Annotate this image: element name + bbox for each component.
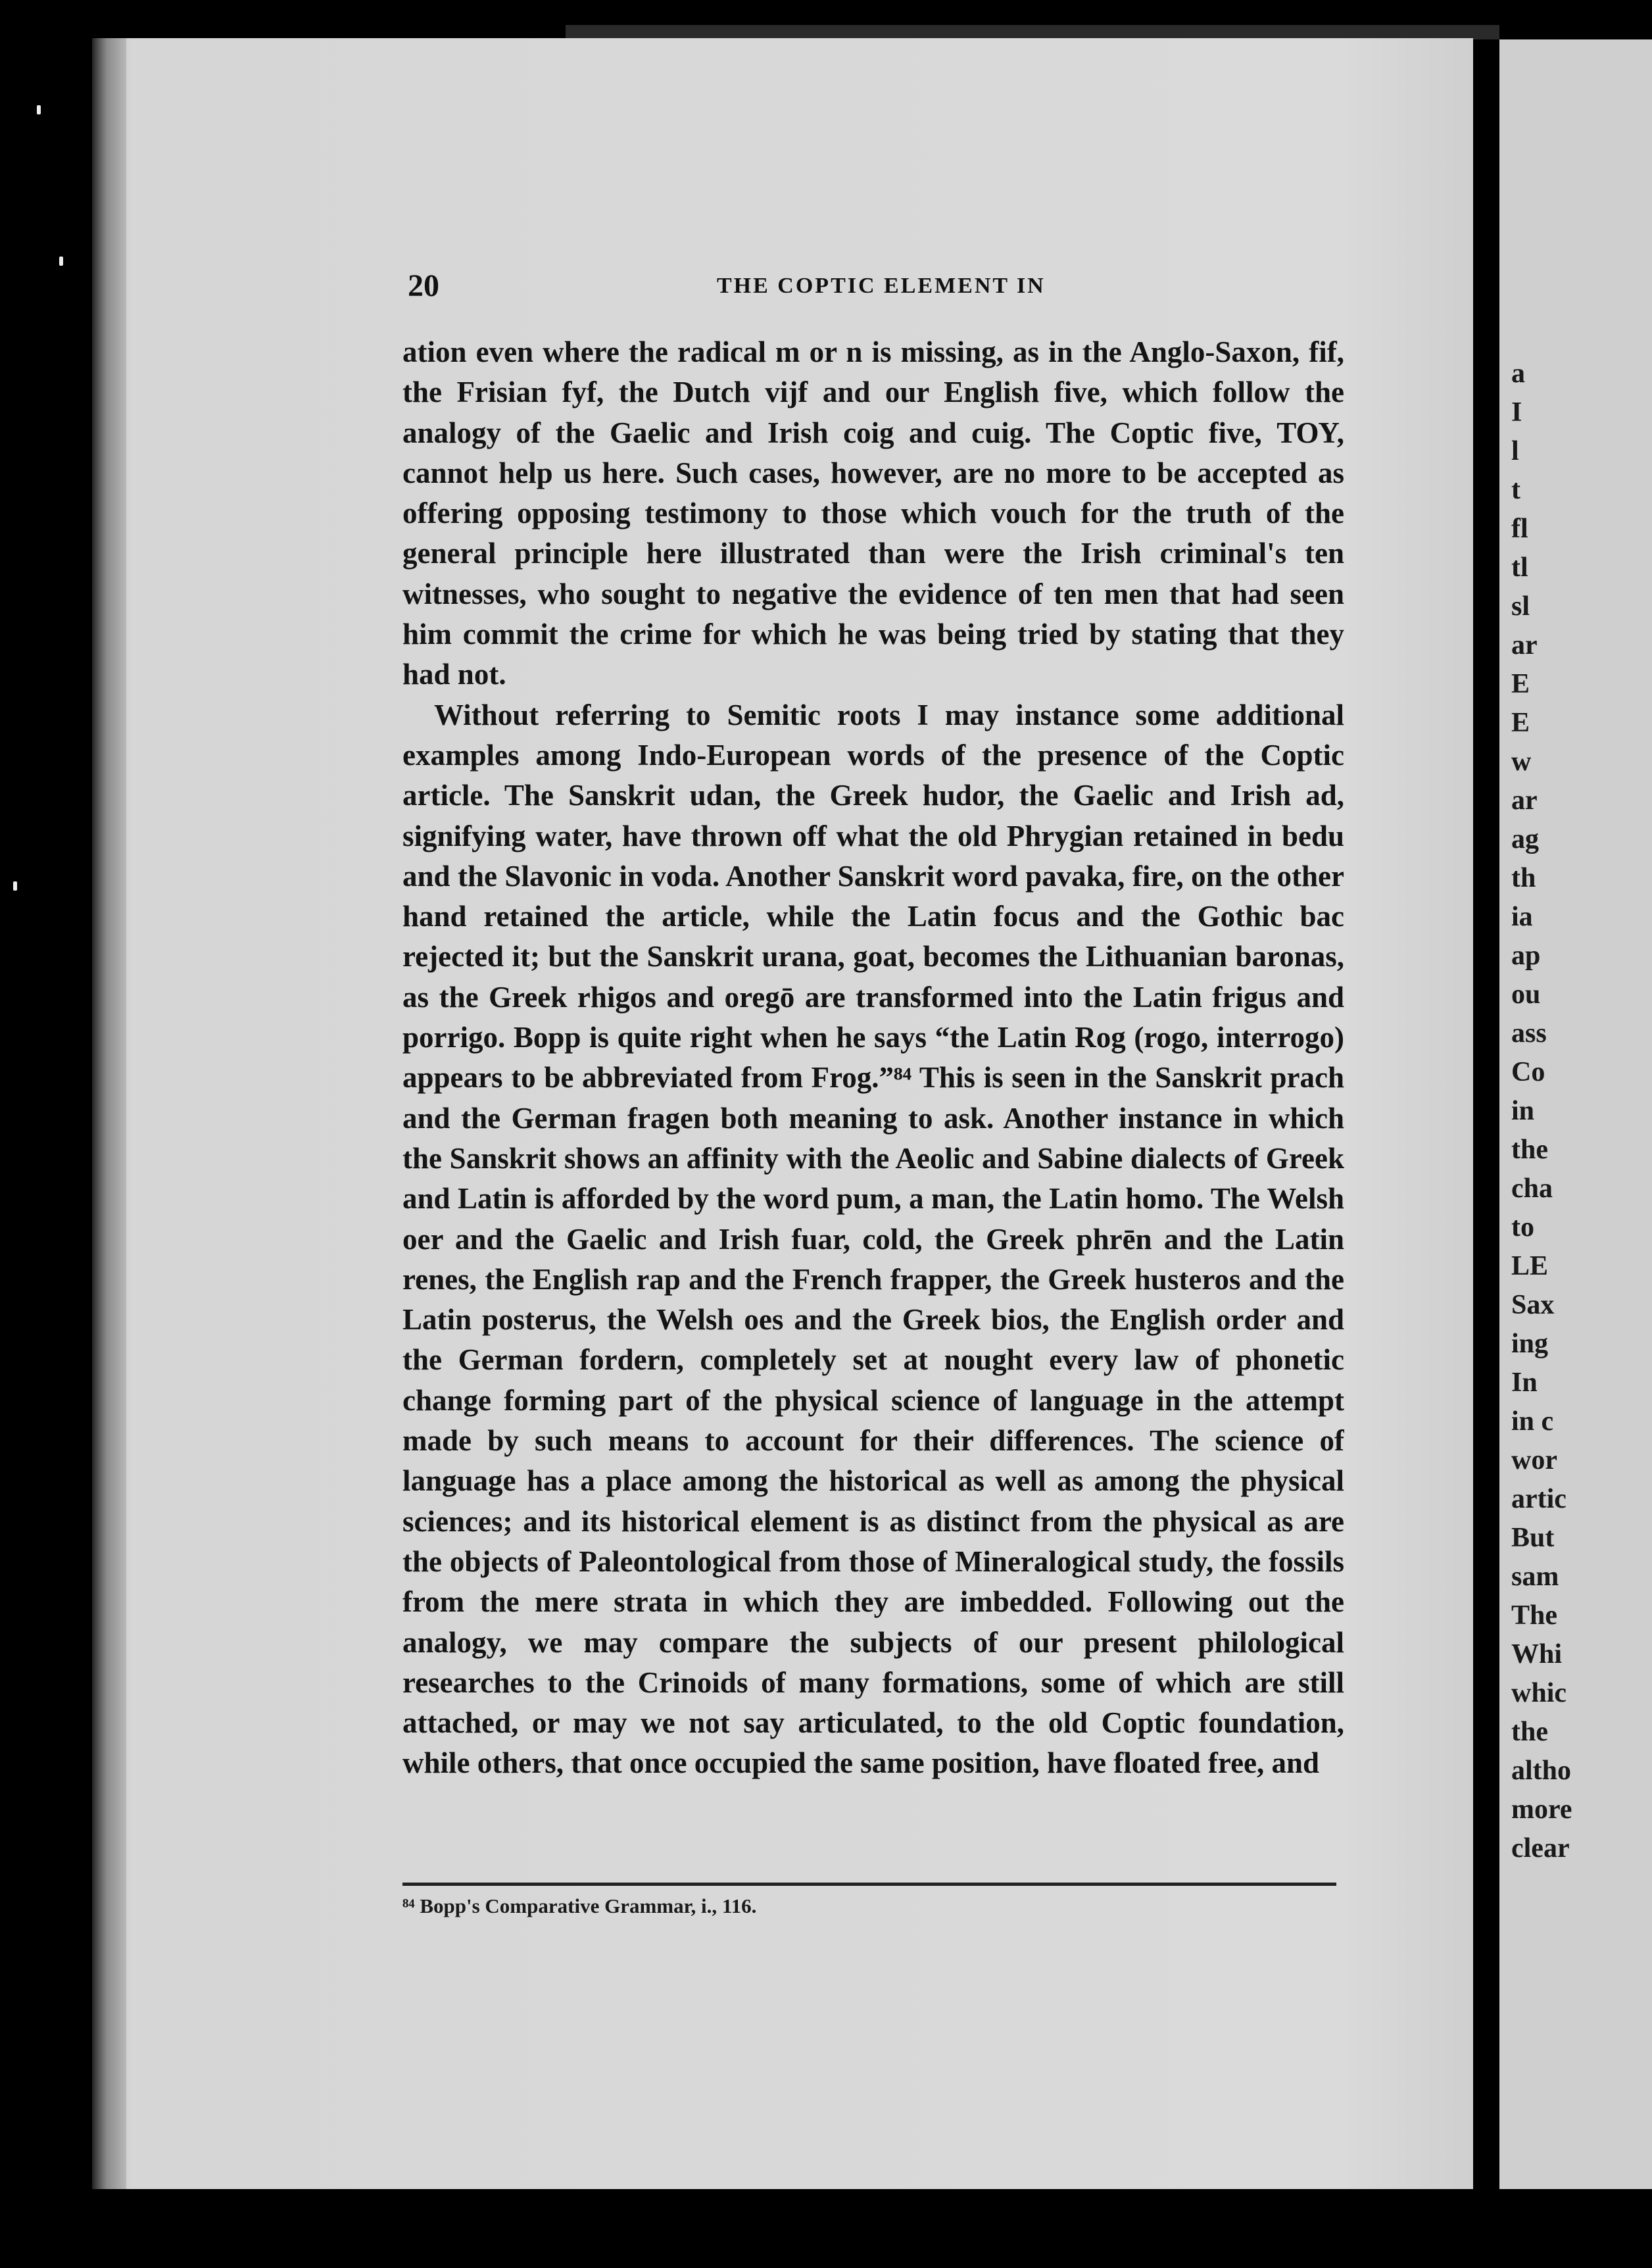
next-page-line: th: [1511, 863, 1536, 893]
next-page-line: ag: [1511, 824, 1539, 854]
paragraph-1: ation even where the radical m or n is missing, as in the Anglo-Saxon, fif, the Frisian fyf, the Dutch vijf and our English five, which follow the analogy of the Gaelic and Irish coig and cuig. The Coptic five, ΤΟΥ, cannot help us here. Such cases, however, are no more to be accepted as offering opposing testimony to those which vouch for the truth of the general principle here illustrated than were the Irish criminal's ten witnesses, who sought to negative the evidence of ten men that had seen him commit the crime for which he was being tried by stating that they had not.: [402, 335, 1344, 691]
next-page-line: The: [1511, 1600, 1558, 1631]
next-page-line: more: [1511, 1794, 1572, 1825]
body-text: [402, 332, 1344, 1858]
next-page-line: cha: [1511, 1173, 1553, 1204]
scan-speck: [13, 881, 17, 891]
next-page-line: Sax: [1511, 1290, 1555, 1320]
page-header: [408, 263, 1342, 309]
next-page-line: artic: [1511, 1484, 1567, 1514]
next-page-line: But: [1511, 1523, 1555, 1553]
adjacent-page-edge: [1499, 39, 1652, 2189]
book-gutter: [1473, 39, 1499, 2189]
scan-speck: [37, 105, 41, 114]
next-page-line: ar: [1511, 630, 1538, 660]
next-page-line: in: [1511, 1096, 1535, 1126]
next-page-line: the: [1511, 1717, 1548, 1747]
next-page-line: ing: [1511, 1329, 1549, 1359]
page-top-edge: [566, 25, 1499, 39]
next-page-line: ap: [1511, 941, 1541, 971]
next-page-line: fl: [1511, 514, 1528, 544]
next-page-line: Whi: [1511, 1639, 1563, 1669]
footnote-rule: [402, 1883, 1336, 1886]
next-page-line: I: [1511, 397, 1522, 428]
next-page-line: ar: [1511, 785, 1538, 816]
next-page-line: t: [1511, 475, 1520, 505]
next-page-line: a: [1511, 358, 1525, 389]
next-page-line: whic: [1511, 1678, 1567, 1708]
next-page-line: w: [1511, 747, 1532, 777]
next-page-line: ass: [1511, 1018, 1547, 1048]
next-page-line: wor: [1511, 1445, 1557, 1475]
paragraph-2: Without referring to Semitic roots I may instance some additional examples among Indo-European words of the presence of the Coptic article. The Sanskrit udan, the Greek hudor, the Gaelic and Irish ad, signifying water, have thrown off what the old Phrygian retained in bedu and the Slavonic in voda. Another Sanskrit word pavaka, fire, on the other hand retained the article, while the Latin focus and the Gothic bac rejected it; but the Sanskrit urana, goat, becomes the Lithuanian baronas, as the Greek rhigos and oregō are transformed into the Latin frigus and porrigo. Bopp is quite right when he says “the Latin Rog (rogo, interrogo) appears to be abbreviated from Frog.”⁸⁴ This is seen in the Sanskrit prach and the German fragen both meaning to ask. Another instance in which the Sanskrit shows an affinity with the Aeolic and Sabine dialects of Greek and Latin is afforded by the word pum, a man, the Latin homo. The Welsh oer and the Gaelic and Irish fuar, cold, the Greek phrēn and the Latin renes, the English rap and the French frapper, the Greek husteros and the Latin posterus, the Welsh oes and the Greek bios, the English order and the German fordern, completely set at nought every law of phonetic change forming part of the physical science of language in the attempt made by such means to account for their differences. The science of language has a place among the historical as well as among the physical sciences; and its historical element is as distinct from the physical as are the objects of Paleontological from those of Mineralogical study, the fossils from the mere strata in which they are imbedded. Following out the analogy, we may compare the subjects of our present philological researches to the Crinoids of many formations, some of which are still attached, or may we not say articulated, to the old Coptic foundation, while others, that once occupied the same position, have floated free, and: [402, 698, 1344, 1780]
next-page-line: E: [1511, 708, 1530, 738]
next-page-line: ia: [1511, 902, 1533, 932]
next-page-line: in c: [1511, 1406, 1554, 1437]
scan-speck: [59, 257, 63, 266]
next-page-line: E: [1511, 669, 1530, 699]
next-page-line: sam: [1511, 1562, 1559, 1592]
next-page-line: Co: [1511, 1057, 1545, 1087]
next-page-line: l: [1511, 436, 1519, 466]
next-page-line: sl: [1511, 591, 1530, 622]
next-page-line: clear: [1511, 1833, 1570, 1863]
next-page-line: the: [1511, 1135, 1548, 1165]
running-head: THE COPTIC ELEMENT IN: [717, 274, 1046, 298]
next-page-line: LE: [1511, 1251, 1549, 1281]
next-page-line: to: [1511, 1212, 1534, 1243]
next-page-line: In: [1511, 1368, 1538, 1398]
next-page-line: tl: [1511, 553, 1528, 583]
page-number: 20: [408, 268, 439, 303]
next-page-line: ou: [1511, 979, 1541, 1010]
next-page-line: altho: [1511, 1756, 1572, 1786]
footnote: ⁸⁴ Bopp's Comparative Grammar, i., 116.: [402, 1894, 757, 1917]
